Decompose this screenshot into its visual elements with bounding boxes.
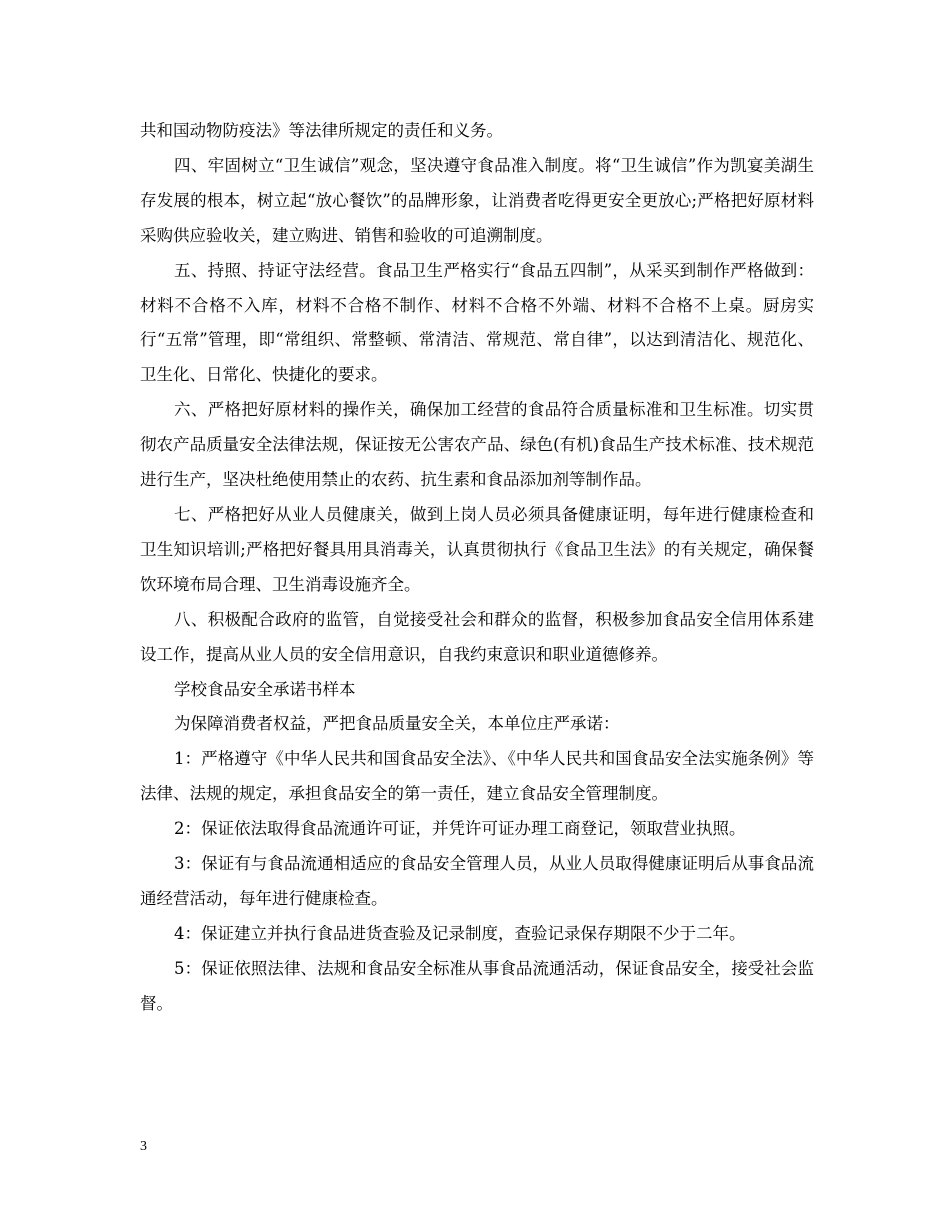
- paragraph-continuation: 共和国动物防疫法》等法律所规定的责任和义务。: [140, 121, 503, 140]
- paragraph-item-5: 五、持照、持证守法经营。食品卫生严格实行“食品五四制”，从采买到制作严格做到：材料不合格不入库，材料不合格不制作、材料不合格不外端、材料不合格不上桌。厨房实行“五常”管理，即“常组织、常整顿、常清洁、常规范、常自律”，以达到清洁化、规范化、卫生化、日常化、快捷化的要求。: [140, 260, 814, 385]
- paragraph-item-7: 七、严格把好从业人员健康关，做到上岗人员必须具备健康证明，每年进行健康检查和卫生知识培训;严格把好餐具用具消毒关，认真贯彻执行《食品卫生法》的有关规定，确保餐饮环境布局合理、卫生消毒设施齐全。: [140, 504, 814, 594]
- pledge-item-1: 1：严格遵守《中华人民共和国食品安全法》、《中华人民共和国食品安全法实施条例》等法律、法规的规定，承担食品安全的第一责任，建立食品安全管理制度。: [140, 749, 814, 804]
- pledge-item-2: 2：保证依法取得食品流通许可证，并凭许可证办理工商登记，领取营业执照。: [174, 819, 746, 839]
- page-number: 3: [140, 1139, 147, 1154]
- paragraph-item-6: 六、严格把好原材料的操作关，确保加工经营的食品符合质量标准和卫生标准。切实贯彻农产品质量安全法律法规，保证按无公害农产品、绿色(有机)食品生产技术标准、技术规范进行生产，坚决杜绝使用禁止的农药、抗生素和食品添加剂等制作品。: [140, 400, 814, 490]
- pledge-item-3: 3：保证有与食品流通相适应的食品安全管理人员，从业人员取得健康证明后从事食品流通经营活动，每年进行健康检查。: [140, 854, 814, 908]
- document-body: [140, 114, 814, 1022]
- paragraph-item-4: 四、牢固树立“卫生诚信”观念，坚决遵守食品准入制度。将“卫生诚信”作为凯宴美湖生存发展的根本，树立起“放心餐饮”的品牌形象，让消费者吃得更安全更放心;严格把好原材料采购供应验收关，建立购进、销售和验收的可追溯制度。: [140, 155, 814, 245]
- pledge-item-4: 4：保证建立并执行食品进货查验及记录制度，查验记录保存期限不少于二年。: [174, 923, 746, 943]
- pledge-item-5: 5：保证依照法律、法规和食品安全标准从事食品流通活动，保证食品安全，接受社会监督。: [140, 958, 814, 1013]
- paragraph-intro: 为保障消费者权益，严把食品质量安全关，本单位庄严承诺：: [174, 714, 620, 734]
- paragraph-item-8: 八、积极配合政府的监管，自觉接受社会和群众的监督，积极参加食品安全信用体系建设工作，提高从业人员的安全信用意识，自我约束意识和职业道德修养。: [140, 609, 814, 664]
- section-heading: 学校食品安全承诺书样本: [174, 679, 356, 699]
